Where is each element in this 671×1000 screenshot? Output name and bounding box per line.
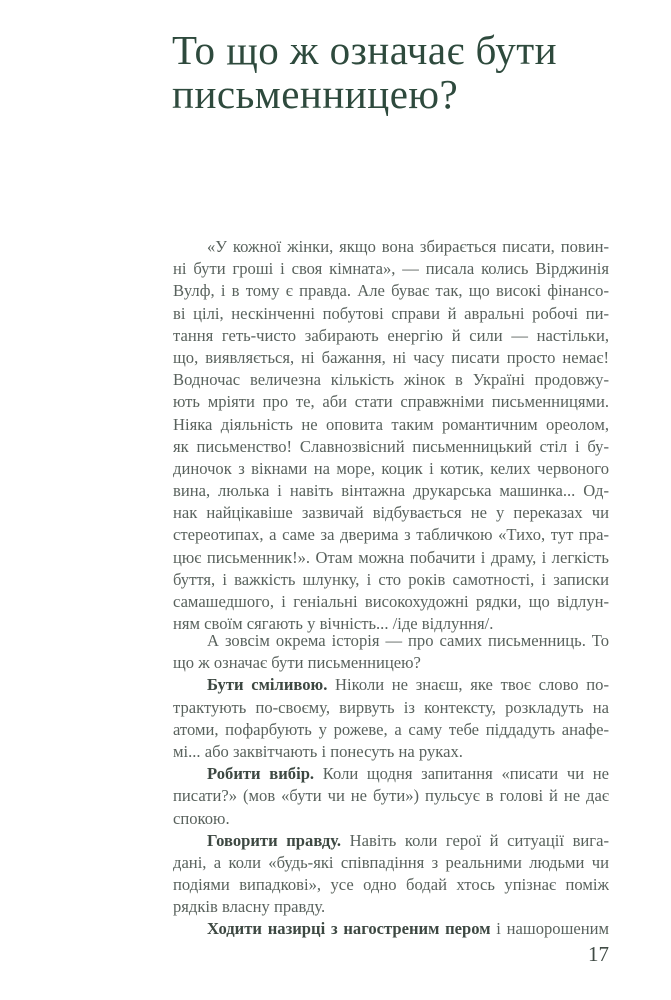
line-text: самашедшого, і геніальні високохудожні рядки, що відлун- (173, 592, 609, 611)
line-text: А зовсім окрема історія — про самих письменниць. То (207, 631, 609, 650)
text-line (173, 458, 609, 480)
text-line (173, 896, 609, 918)
text-line (173, 414, 609, 436)
chapter-title-line: То що ж означає бути (172, 27, 558, 73)
text-line (173, 830, 609, 852)
text-line (173, 852, 609, 874)
line-text: як письменство! Славнозвісний письменницький стіл і бу- (173, 436, 609, 456)
line-text: Навіть коли герої й ситуації вига- (341, 830, 609, 850)
line-text: мі... або заквітчають і понесуть на руках. (173, 741, 463, 761)
text-line (173, 524, 609, 546)
text-line (173, 369, 609, 391)
line-text: атоми, пофарбують у рожеве, а саму тебе піддадуть анафе- (173, 719, 609, 739)
text-line (173, 719, 609, 741)
line-text: подіями випадкові», усе одно бодай хтось упізнає поміж (173, 875, 609, 895)
line-text: стереотипах, а саме за дверима з табличкою «Тихо, тут пра- (173, 525, 609, 545)
page-number: 17 (588, 942, 609, 966)
text-line (173, 741, 609, 763)
line-text: що, виявляється, ні бажання, ні часу писати просто немає! (173, 347, 609, 367)
line-text: «У кожної жінки, якщо вона збирається писати, повин- (207, 237, 609, 256)
line-text: нак найцікавіше зазвичай відбувається не у переказах чи (173, 503, 609, 523)
text-line (173, 502, 609, 524)
line-text: ві цілі, нескінченні побутові справи й авральні робочі пи- (173, 303, 609, 323)
chapter-title (172, 28, 642, 116)
text-line (173, 236, 609, 258)
bold-lead-phrase: Робити вибір. (207, 764, 315, 784)
text-line (173, 652, 609, 674)
line-text: вина, люлька і навіть вінтажна друкарська машинка... Од- (173, 481, 609, 501)
line-text: що ж означає бути письменницею? (173, 653, 421, 673)
text-line (173, 785, 609, 807)
text-line (173, 763, 609, 785)
line-text: і нашорошеним (490, 919, 609, 939)
text-line (173, 808, 609, 830)
bold-lead-phrase: Ходити назирці з нагостреним пером (207, 919, 491, 939)
chapter-title-line: письменницею? (172, 71, 459, 117)
text-line (173, 874, 609, 896)
line-text: тання геть-чисто забирають енергію й сили — настільки, (173, 325, 609, 345)
line-text: рядків власну правду. (173, 897, 326, 917)
text-line (173, 591, 609, 613)
line-text: дані, а коли «будь-які співпадіння з реальними людьми чи (173, 852, 609, 872)
line-text: Водночас величезна кількість жінок в Україні продовжу- (173, 370, 609, 390)
body-section-qualities (173, 630, 609, 941)
line-text: спокою. (173, 808, 230, 828)
text-line (173, 347, 609, 369)
text-line (173, 391, 609, 413)
line-text: буття, і важкість шлунку, і сто років самотності, і записки (173, 569, 609, 589)
text-line (173, 547, 609, 569)
line-text: Вулф, і в тому є правда. Але буває так, що високі фінансо- (173, 281, 609, 301)
text-line (173, 325, 609, 347)
text-line (173, 258, 609, 280)
bold-lead-phrase: Говорити правду. (207, 830, 342, 850)
line-text: писати?» (мов «бути чи не бути») пульсує в голові й не дає (173, 786, 609, 806)
line-text: Коли щодня запитання «писати чи не (314, 764, 609, 784)
text-line (173, 480, 609, 502)
line-text: Ніколи не знаєш, яке твоє слово по- (327, 675, 609, 695)
bold-lead-phrase: Бути сміливою. (207, 675, 328, 695)
body-section-intro (173, 236, 609, 635)
line-text: ні бути гроші і своя кімната», — писала колись Вірджинія (173, 259, 609, 279)
text-line (173, 436, 609, 458)
text-line (173, 674, 609, 696)
line-text: диночок з вікнами на море, коцик і котик, келих червоного (173, 458, 609, 478)
text-line (173, 303, 609, 325)
text-line (173, 918, 609, 940)
line-text: ням своїм сягають у вічність... /іде відлуння/. (173, 614, 494, 634)
text-line (173, 569, 609, 591)
line-text: трактують по-своєму, вирвуть із контексту, розкладуть на (173, 697, 609, 717)
line-text: ють мріяти про те, аби стати справжніми письменницями. (173, 392, 609, 412)
text-line (173, 697, 609, 719)
line-text: цює письменник!». Отам можна побачити і драму, і легкість (173, 547, 609, 567)
line-text: Ніяка діяльність не оповита таким романтичним ореолом, (173, 414, 609, 434)
text-line (173, 630, 609, 652)
text-line (173, 280, 609, 302)
